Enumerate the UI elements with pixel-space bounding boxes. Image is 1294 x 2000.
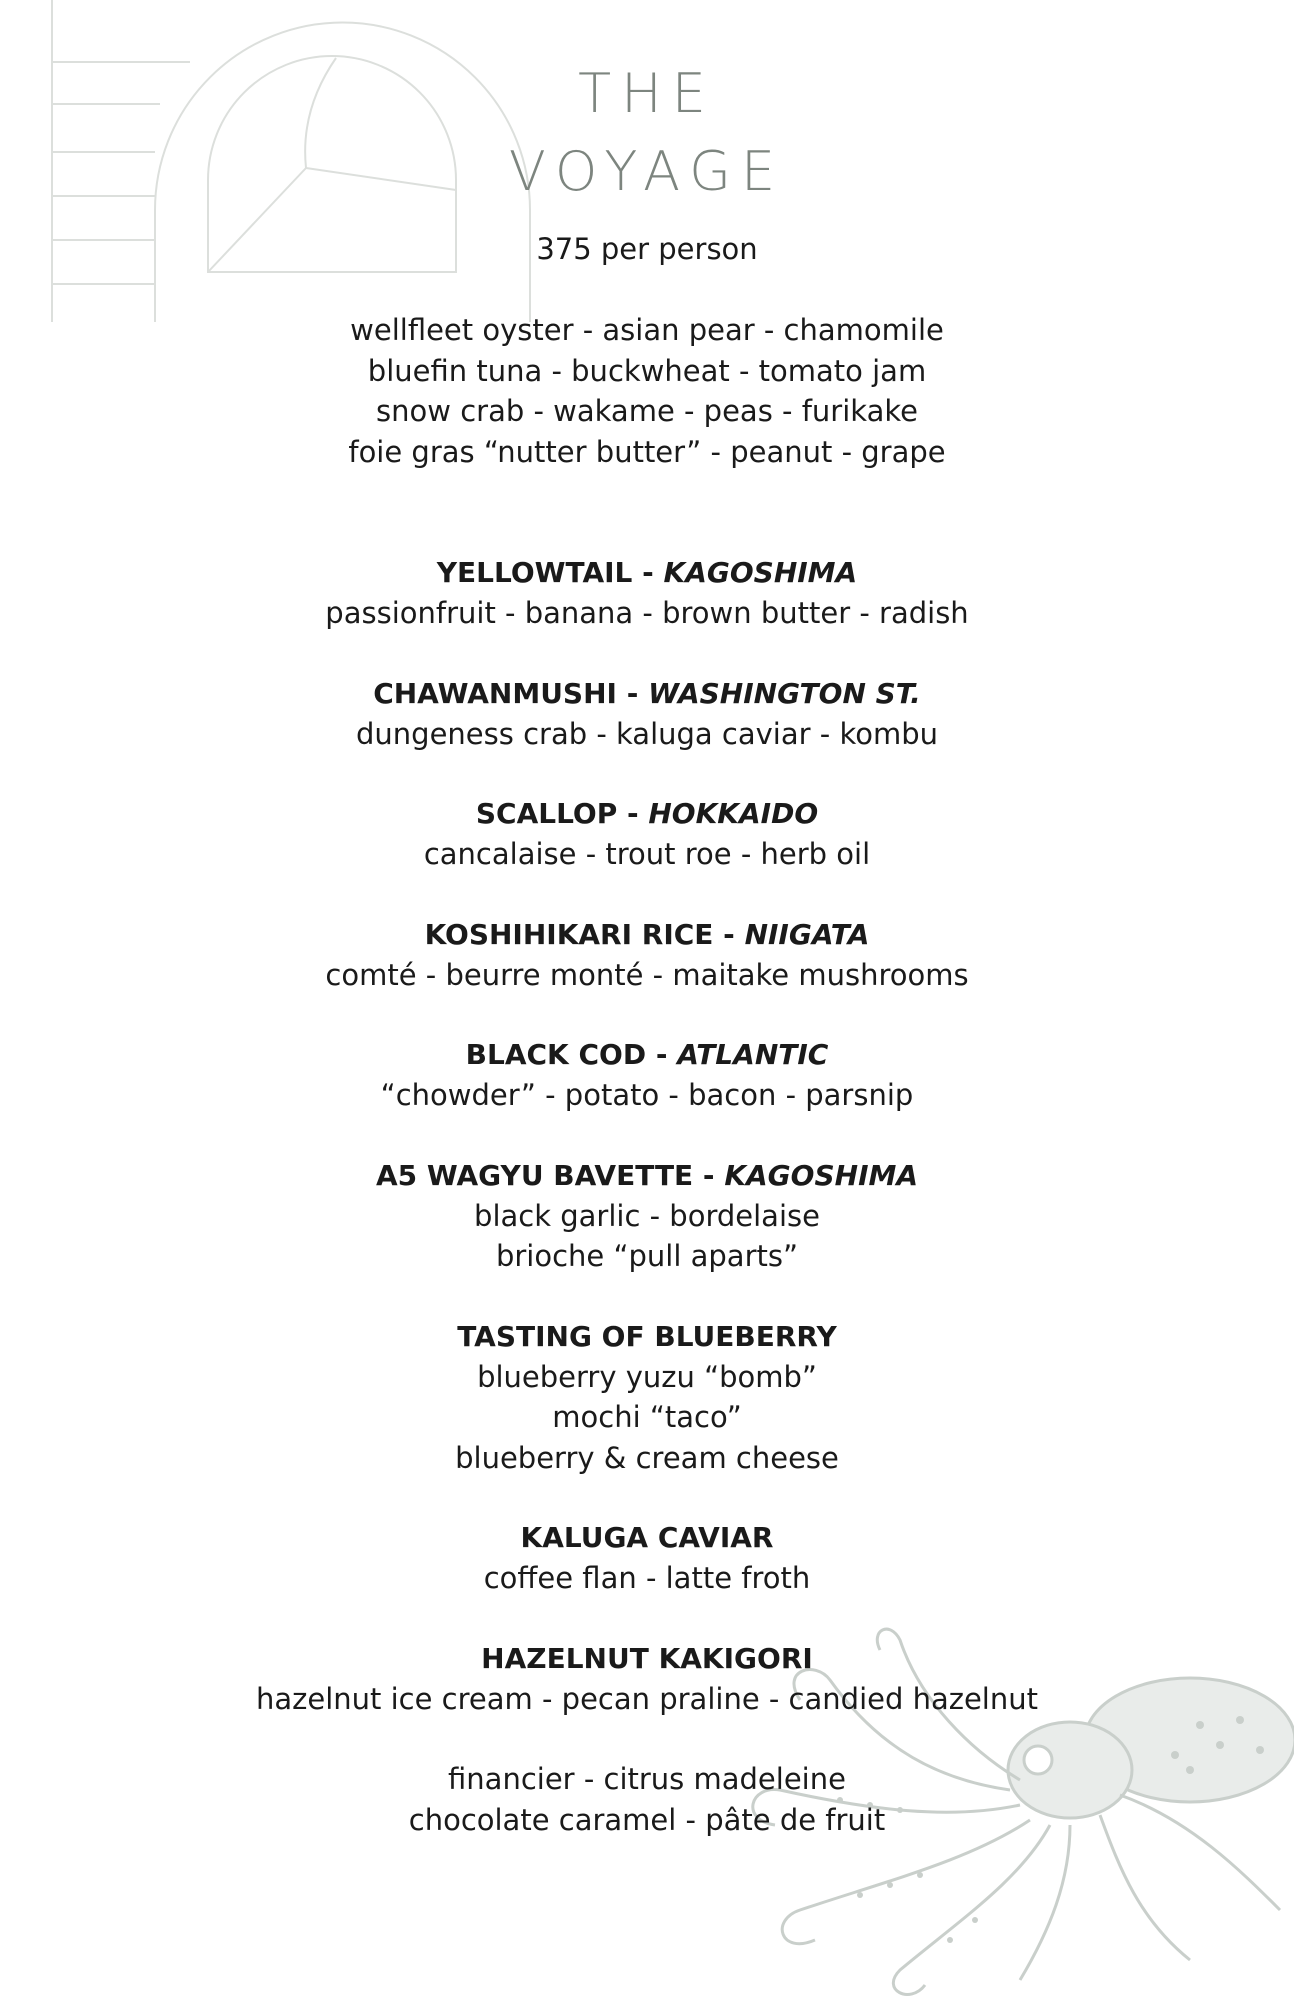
courses-list <box>0 553 1294 1840</box>
course-description: “chowder” - potato - bacon - parsnip <box>380 1078 914 1112</box>
course-description: brioche “pull aparts” <box>495 1239 799 1273</box>
menu-title-line2: VOYAGE <box>508 140 786 203</box>
course-title: YELLOWTAIL - KAGOSHIMA <box>436 556 858 589</box>
mignardise-item: chocolate caramel - pâte de fruit <box>408 1802 886 1837</box>
course-item <box>0 1518 1294 1599</box>
course-title: TASTING OF BLUEBERRY <box>457 1319 837 1353</box>
course-description: blueberry yuzu “bomb” <box>477 1359 817 1394</box>
course-description: dungeness crab - kaluga caviar - kombu <box>356 716 938 751</box>
course-description: blueberry & cream cheese <box>455 1440 839 1475</box>
mignardise-item: financier - citrus madeleine <box>448 1762 846 1796</box>
snack-item: bluefin tuna - buckwheat - tomato jam <box>367 353 927 388</box>
course-description: mochi “taco” <box>552 1400 742 1434</box>
snack-item: foie gras “nutter butter” - peanut - grape <box>348 434 946 469</box>
course-title: KOSHIHIKARI RICE - NIIGATA <box>424 917 870 951</box>
course-item <box>0 1317 1294 1479</box>
course-item <box>0 1156 1294 1277</box>
menu-title-line1: THE <box>578 62 716 125</box>
course-title: CHAWANMUSHI - WASHINGTON ST. <box>373 676 921 710</box>
course-item <box>0 915 1294 996</box>
course-title: SCALLOP - HOKKAIDO <box>475 797 819 830</box>
course-item <box>0 553 1294 634</box>
course-item <box>0 1639 1294 1720</box>
course-title: A5 WAGYU BAVETTE - KAGOSHIMA <box>375 1158 919 1192</box>
snack-item: snow crab - wakame - peas - furikake <box>376 394 918 428</box>
course-description: black garlic - bordelaise <box>474 1198 820 1233</box>
course-description: hazelnut ice cream - pecan praline - candied hazelnut <box>255 1681 1038 1716</box>
snack-item: wellfleet oyster - asian pear - chamomile <box>350 313 944 347</box>
course-title: KALUGA CAVIAR <box>520 1521 774 1554</box>
course-item <box>0 794 1294 875</box>
course-description: comté - beurre monté - maitake mushrooms <box>325 957 969 992</box>
snacks-list <box>0 310 1294 472</box>
course-item <box>0 1035 1294 1116</box>
course-description: passionfruit - banana - brown butter - radish <box>325 596 969 630</box>
mignardises <box>0 1759 1294 1840</box>
course-title: BLACK COD - ATLANTIC <box>465 1038 829 1071</box>
course-item <box>0 674 1294 755</box>
course-title: HAZELNUT KAKIGORI <box>481 1641 813 1675</box>
course-description: coffee flan - latte froth <box>483 1561 811 1595</box>
price-per-person: 375 per person <box>536 232 758 266</box>
course-description: cancalaise - trout roe - herb oil <box>423 837 871 871</box>
